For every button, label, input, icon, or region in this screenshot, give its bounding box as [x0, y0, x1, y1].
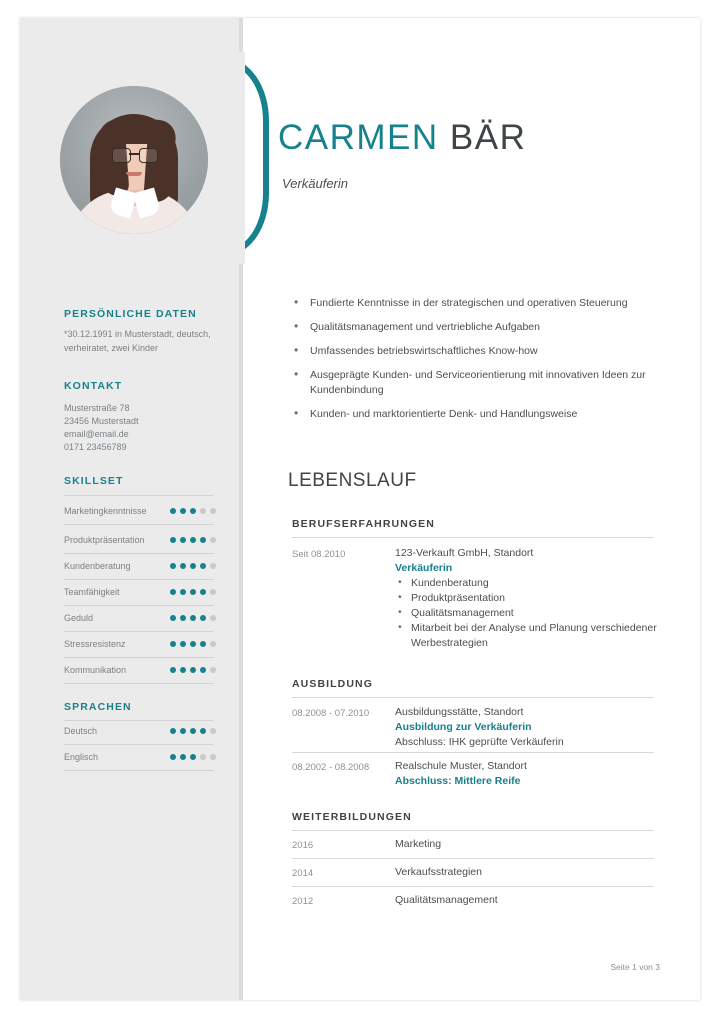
avatar-fringe [108, 120, 162, 144]
skill-label: Produktpräsentation [64, 535, 145, 545]
ausbildung-entry-rule [292, 752, 654, 753]
skill-rule [64, 553, 214, 554]
page-footer: Seite 1 von 3 [610, 962, 660, 972]
skill-rating [170, 508, 216, 514]
skill-rating [170, 537, 216, 543]
contact-street: Musterstraße 78 [64, 403, 130, 413]
entry-bullet-list [395, 576, 657, 651]
entry-date: 2014 [292, 868, 314, 879]
list-item: • Umfassendes betriebswirtschaftliches Know-how [310, 344, 670, 359]
job-title: Verkäuferin [282, 176, 348, 191]
entry-line-1: Ausbildungsstätte, Standort [395, 706, 524, 718]
avatar-mouth [126, 172, 142, 176]
entry-line-2: Verkäuferin [395, 562, 453, 574]
list-item: • Qualitätsmanagement und vertriebliche Aufgaben [310, 320, 670, 335]
language-rating [170, 728, 216, 734]
ausbildung-rule [292, 697, 654, 698]
list-item: • Mitarbeit bei der Analyse und Planung verschiedener Werbestrategien [411, 621, 657, 651]
skill-rule [64, 579, 214, 580]
skill-rule [64, 631, 214, 632]
entry-body [395, 759, 657, 789]
page-title [278, 118, 526, 158]
skill-label: Geduld [64, 613, 94, 623]
section-title-personal-data: PERSÖNLICHE DATEN [64, 308, 197, 320]
list-item: • Qualitätsmanagement [411, 606, 657, 621]
berufserfahrungen-rule [292, 537, 654, 538]
skillset-rule [64, 495, 214, 496]
skill-rating [170, 615, 216, 621]
entry-date: 08.2008 - 07.2010 [292, 708, 370, 719]
list-item: • Ausgeprägte Kunden- und Serviceorientierung mit innovativen Ideen zur Kundenbindung [310, 368, 670, 398]
list-item: • Kundenberatung [411, 576, 657, 591]
skill-row [64, 638, 216, 654]
entry-date: 2016 [292, 840, 314, 851]
glasses-left-icon [112, 148, 131, 163]
contact-email[interactable]: email@email.de [64, 429, 129, 439]
entry-line-3: Abschluss: IHK geprüfte Verkäuferin [395, 736, 564, 748]
entry-line-1: 123-Verkauft GmbH, Standort [395, 547, 534, 559]
entry-line-1: Qualitätsmanagement [395, 894, 498, 906]
glasses-right-icon [139, 148, 158, 163]
skill-rating [170, 641, 216, 647]
weiterbildung-rule [292, 858, 654, 859]
resume-page [20, 18, 700, 1000]
skill-label: Kommunikation [64, 665, 127, 675]
entry-line-1: Marketing [395, 838, 442, 850]
skill-row [64, 664, 216, 680]
entry-body [395, 837, 657, 852]
language-row [64, 725, 216, 741]
skill-rating [170, 589, 216, 595]
first-name: CARMEN [278, 118, 439, 157]
skill-row [64, 560, 216, 576]
skill-label: Marketingkenntnisse [64, 506, 147, 516]
cv-heading: LEBENSLAUF [288, 470, 417, 491]
language-rule [64, 744, 214, 745]
list-item: • Kunden- und marktorientierte Denk- und Handlungsweise [310, 407, 670, 422]
section-title-skillset: SKILLSET [64, 475, 124, 487]
entry-line-1: Verkaufsstrategien [395, 866, 482, 878]
section-title-sprachen: SPRACHEN [64, 701, 132, 713]
skill-row [64, 612, 216, 628]
teal-arc-mask [215, 52, 245, 264]
entry-body [395, 546, 657, 651]
section-title-ausbildung: AUSBILDUNG [292, 678, 373, 690]
skill-row [64, 534, 216, 550]
skill-rating [170, 563, 216, 569]
language-label: Deutsch [64, 726, 98, 736]
contact-city: 23456 Musterstadt [64, 416, 139, 426]
section-title-berufserfahrungen: BERUFSERFAHRUNGEN [292, 518, 435, 530]
entry-date: 08.2002 - 08.2008 [292, 762, 370, 773]
skill-rating [170, 667, 216, 673]
skill-label: Teamfähigkeit [64, 587, 120, 597]
section-title-weiterbildungen: WEITERBILDUNGEN [292, 811, 412, 823]
avatar [60, 86, 208, 234]
language-row [64, 751, 216, 767]
language-rating [170, 754, 216, 760]
skill-label: Kundenberatung [64, 561, 131, 571]
skill-label: Stressresistenz [64, 639, 126, 649]
weiterbildungen-rule [292, 830, 654, 831]
entry-line-2: Abschluss: Mittlere Reife [395, 775, 521, 787]
entry-body [395, 893, 657, 908]
section-title-kontakt: KONTAKT [64, 380, 123, 392]
entry-line-1: Realschule Muster, Standort [395, 760, 527, 772]
entry-body [395, 865, 657, 880]
skill-rule [64, 657, 214, 658]
list-item: • Produktpräsentation [411, 591, 657, 606]
entry-body [395, 705, 657, 750]
profile-bullet-list [292, 296, 670, 431]
list-item: • Fundierte Kenntnisse in der strategischen und operativen Steuerung [310, 296, 670, 311]
entry-date: Seit 08.2010 [292, 549, 346, 560]
skill-rule [64, 683, 214, 684]
skill-row [64, 505, 216, 521]
weiterbildung-rule [292, 886, 654, 887]
entry-line-2: Ausbildung zur Verkäuferin [395, 721, 532, 733]
glasses-bridge-icon [129, 153, 139, 155]
entry-date: 2012 [292, 896, 314, 907]
contact-phone[interactable]: 0171 23456789 [64, 442, 127, 452]
sprachen-rule [64, 720, 214, 721]
skill-rule [64, 524, 214, 525]
personal-data-text: *30.12.1991 in Musterstadt, deutsch, verheiratet, zwei Kinder [64, 329, 211, 353]
language-label: Englisch [64, 752, 99, 762]
last-name: BÄR [449, 118, 527, 157]
skill-row [64, 586, 216, 602]
language-rule [64, 770, 214, 771]
skill-rule [64, 605, 214, 606]
